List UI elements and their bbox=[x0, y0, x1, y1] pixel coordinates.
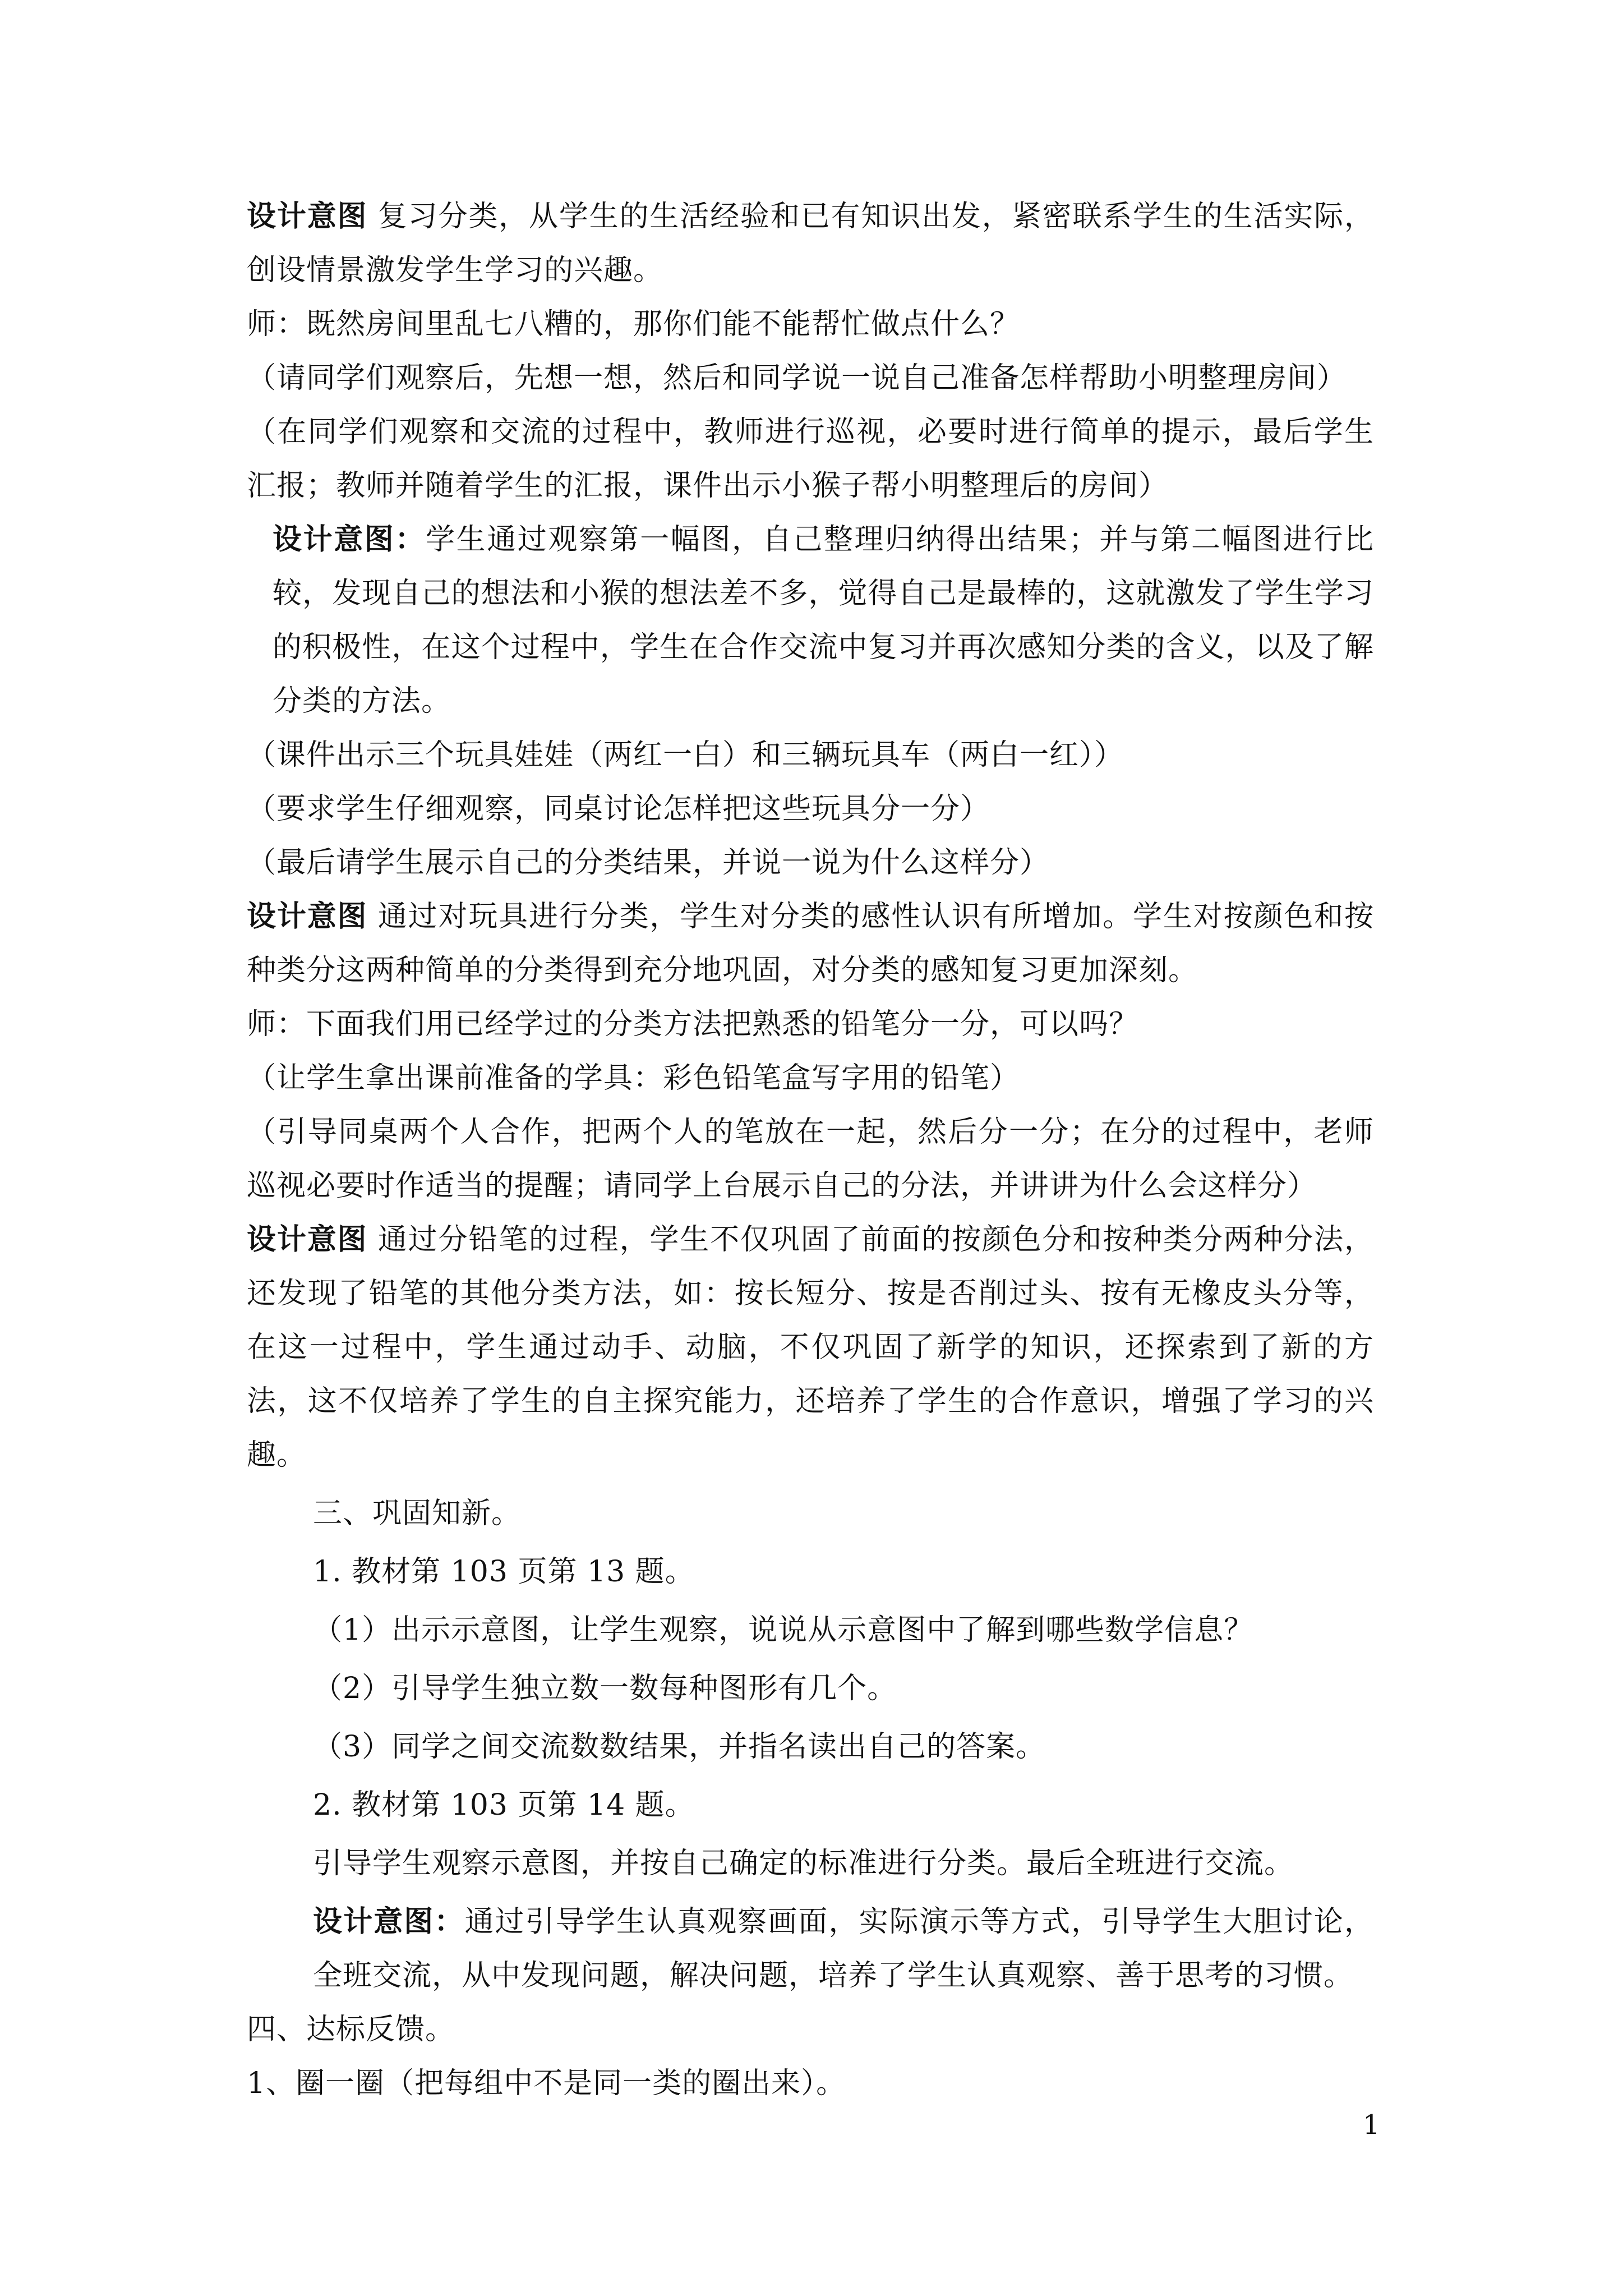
paragraph-text: 师：既然房间里乱七八糟的，那你们能不能帮忙做点什么？ bbox=[247, 307, 1020, 341]
design-intent-paragraph-2 bbox=[247, 513, 1374, 728]
paragraph-text: 复习分类，从学生的生活经验和已有知识出发，紧密联系学生的生活实际，创设情景激发学生学习的兴趣。 bbox=[247, 200, 1374, 287]
teacher-pencil-question bbox=[247, 997, 1374, 1051]
instruction-paragraph-observe bbox=[247, 351, 1374, 405]
design-intent-paragraph-4 bbox=[247, 1213, 1374, 1482]
paragraph-text: 通过引导学生认真观察画面，实际演示等方式，引导学生大胆讨论，全班交流，从中发现问题，解决问题，培养了学生认真观察、善于思考的习惯。 bbox=[313, 1905, 1374, 1993]
paragraph-text: 通过分铅笔的过程，学生不仅巩固了前面的按颜色分和按种类分两种分法，还发现了铅笔的其他分类方法，如：按长短分、按是否削过头、按有无橡皮头分等，在这一过程中，学生通过动手、动脑，不仅巩固了新学的知识，还探索到了新的方法，这不仅培养了学生的自主探究能力，还培养了学生的合作意识，增强了学习的兴趣。 bbox=[247, 1223, 1374, 1472]
paragraph-text: （1）出示示意图，让学生观察，说说从示意图中了解到哪些数学信息？ bbox=[313, 1613, 1254, 1647]
feedback-item-1 bbox=[247, 2056, 1374, 2110]
section-heading-feedback bbox=[247, 2003, 1374, 2056]
section-heading-consolidate bbox=[247, 1487, 1374, 1540]
design-intent-label: 设计意图 bbox=[247, 199, 368, 233]
paragraph-text: 1. 教材第 103 页第 13 题。 bbox=[313, 1555, 695, 1589]
instruction-paragraph-toys bbox=[247, 728, 1374, 782]
exercise-subitem-3 bbox=[247, 1720, 1374, 1774]
instruction-paragraph-show bbox=[247, 836, 1374, 890]
paragraph-text: （课件出示三个玩具娃娃（两红一白）和三辆玩具车（两白一红）） bbox=[247, 738, 1124, 772]
exercise-subitem-1 bbox=[247, 1603, 1374, 1657]
exercise-item-2-guide bbox=[247, 1837, 1374, 1890]
paragraph-text: 师：下面我们用已经学过的分类方法把熟悉的铅笔分一分，可以吗？ bbox=[247, 1007, 1139, 1041]
exercise-subitem-2 bbox=[247, 1662, 1374, 1715]
instruction-paragraph-tools bbox=[247, 1051, 1374, 1105]
design-intent-paragraph-1 bbox=[247, 190, 1374, 297]
paragraph-text: （要求学生仔细观察，同桌讨论怎样把这些玩具分一分） bbox=[247, 792, 990, 826]
teacher-question-paragraph bbox=[247, 297, 1374, 351]
exercise-item-1 bbox=[247, 1545, 1374, 1599]
design-intent-paragraph-5 bbox=[247, 1895, 1374, 2003]
paragraph-text: （引导同桌两个人合作，把两个人的笔放在一起，然后分一分；在分的过程中，老师巡视必要时作适当的提醒；请同学上台展示自己的分法，并讲讲为什么会这样分） bbox=[247, 1115, 1374, 1203]
design-intent-label: 设计意图： bbox=[313, 1904, 465, 1939]
paragraph-text: 三、巩固知新。 bbox=[313, 1497, 522, 1530]
exercise-item-2 bbox=[247, 1778, 1374, 1832]
paragraph-text: 四、达标反馈。 bbox=[247, 2013, 455, 2046]
instruction-paragraph-discuss bbox=[247, 782, 1374, 836]
paragraph-text: （在同学们观察和交流的过程中，教师进行巡视，必要时进行简单的提示，最后学生汇报；教师并随着学生的汇报，课件出示小猴子帮小明整理后的房间） bbox=[247, 415, 1374, 503]
paragraph-text: 引导学生观察示意图，并按自己确定的标准进行分类。最后全班进行交流。 bbox=[313, 1847, 1294, 1880]
instruction-paragraph-patrol bbox=[247, 405, 1374, 513]
paragraph-text: 学生通过观察第一幅图，自己整理归纳得出结果；并与第二幅图进行比较，发现自己的想法和小猴的想法差不多，觉得自己是最棒的，这就激发了学生学习的积极性，在这个过程中，学生在合作交流中复习并再次感知分类的含义，以及了解分类的方法。 bbox=[273, 523, 1374, 718]
paragraph-text: 通过对玩具进行分类，学生对分类的感性认识有所增加。学生对按颜色和按种类分这两种简单的分类得到充分地巩固，对分类的感知复习更加深刻。 bbox=[247, 900, 1374, 987]
design-intent-label: 设计意图 bbox=[247, 899, 368, 933]
paragraph-text: （最后请学生展示自己的分类结果，并说一说为什么这样分） bbox=[247, 846, 1050, 880]
design-intent-label: 设计意图 bbox=[247, 1222, 368, 1257]
design-intent-label: 设计意图： bbox=[273, 522, 426, 556]
design-intent-paragraph-3 bbox=[247, 890, 1374, 997]
instruction-paragraph-cooperate bbox=[247, 1105, 1374, 1213]
document-body bbox=[247, 190, 1374, 2110]
paragraph-text: 2. 教材第 103 页第 14 题。 bbox=[313, 1788, 695, 1822]
paragraph-text: （2）引导学生独立数一数每种图形有几个。 bbox=[313, 1672, 897, 1705]
paragraph-text: （请同学们观察后，先想一想，然后和同学说一说自己准备怎样帮助小明整理房间） bbox=[247, 361, 1347, 395]
paragraph-text: 1、圈一圈（把每组中不是同一类的圈出来）。 bbox=[247, 2067, 846, 2100]
paragraph-text: （让学生拿出课前准备的学具：彩色铅笔盒写字用的铅笔） bbox=[247, 1061, 1020, 1095]
paragraph-text: （3）同学之间交流数数结果，并指名读出自己的答案。 bbox=[313, 1730, 1046, 1764]
page-number: 1 bbox=[1363, 2109, 1380, 2141]
